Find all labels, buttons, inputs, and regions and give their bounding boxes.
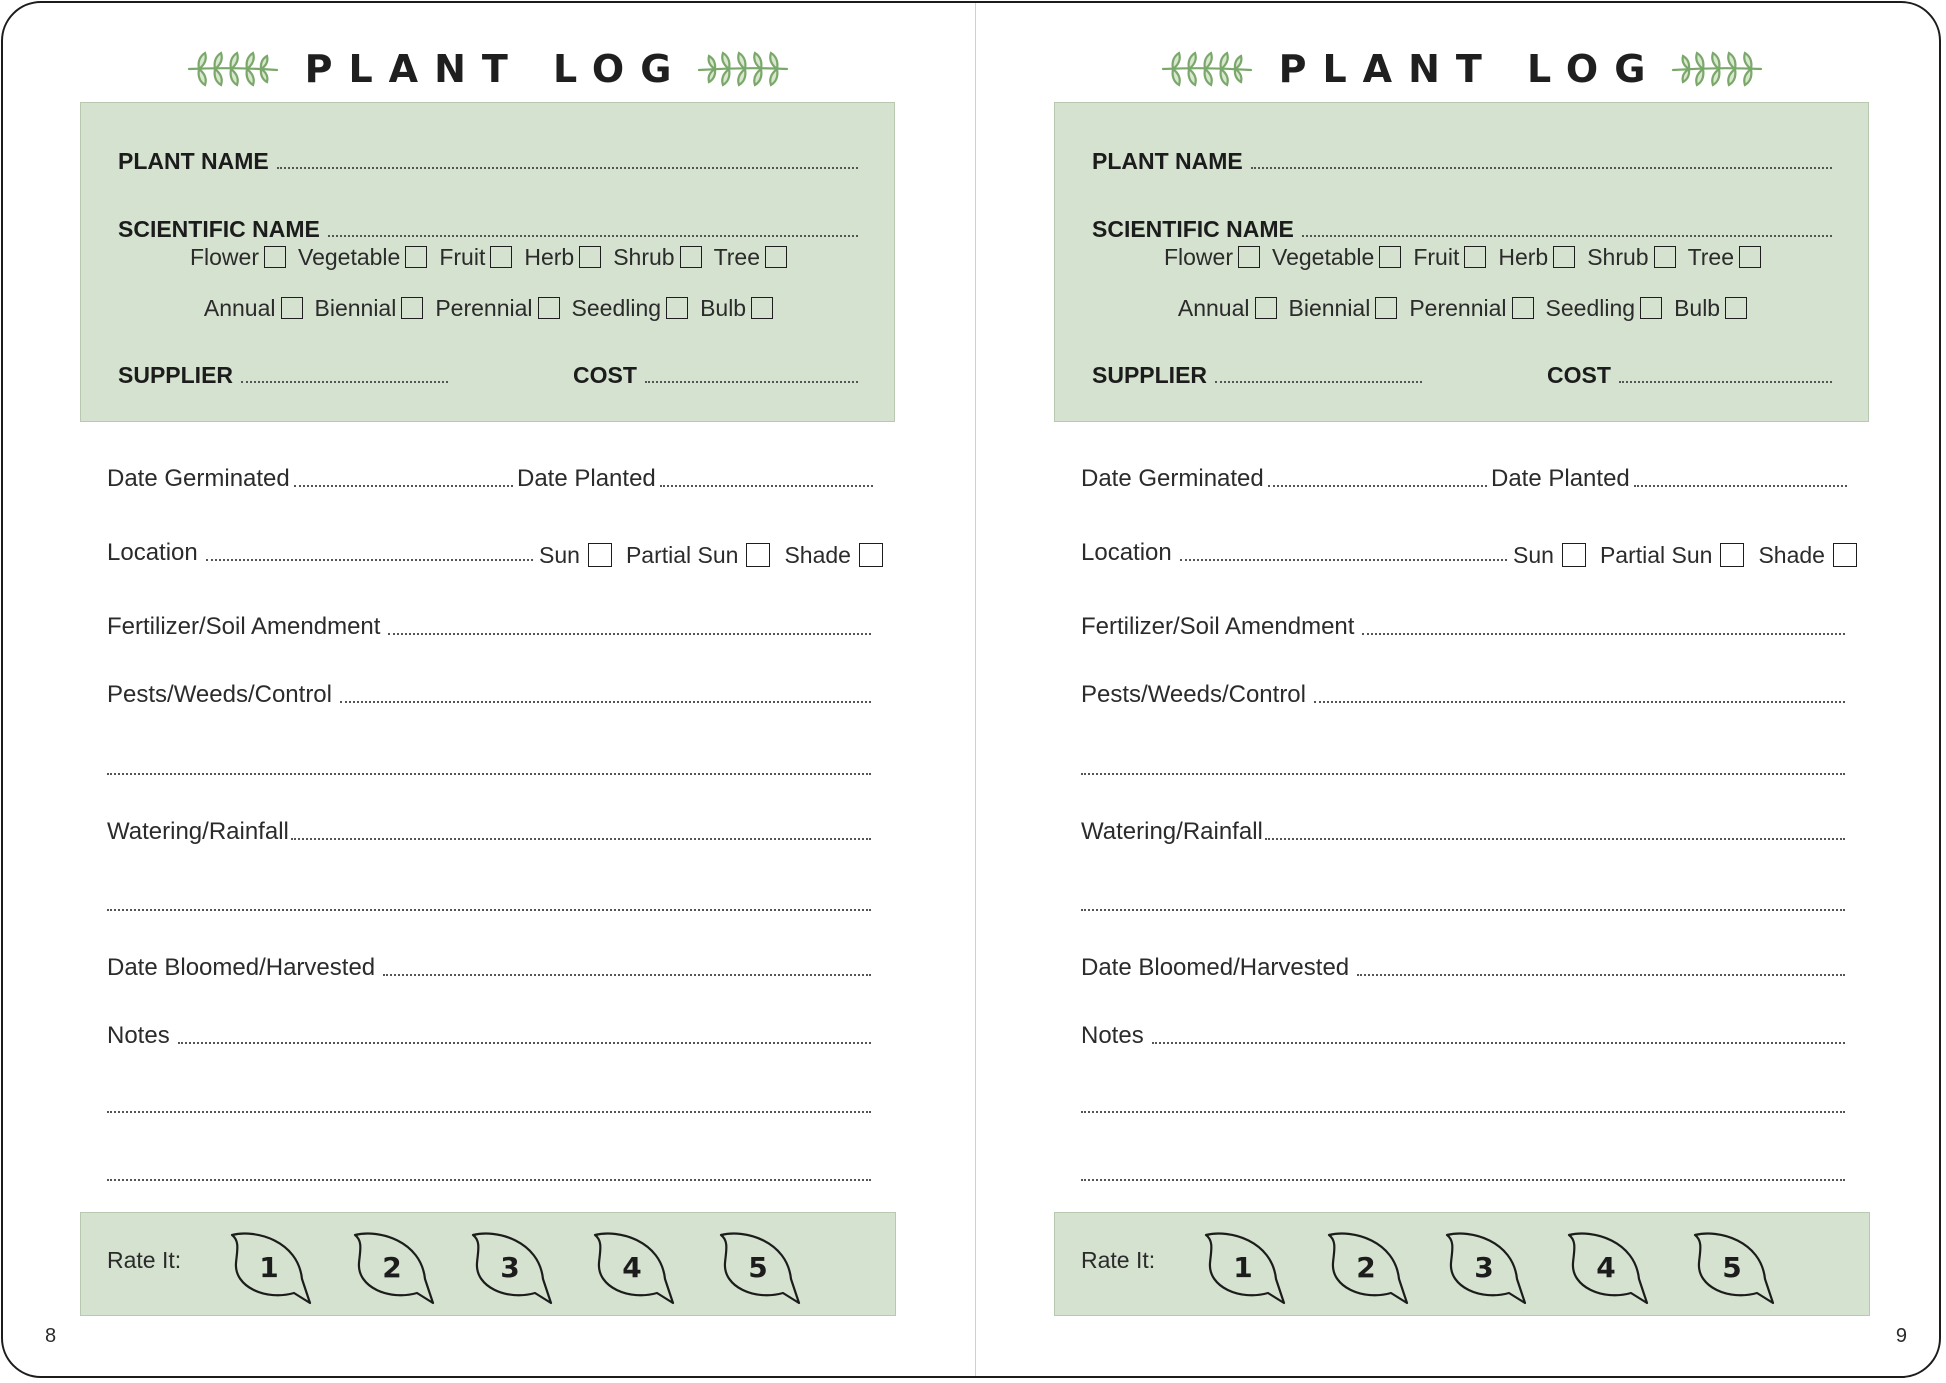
fertilizer-label: Fertilizer/Soil Amendment bbox=[107, 613, 381, 640]
type-option-label: Fruit bbox=[1413, 243, 1460, 270]
type-option-label: Shrub bbox=[1587, 243, 1649, 270]
notes-field[interactable] bbox=[1081, 1022, 1845, 1050]
plant-name-line[interactable] bbox=[277, 166, 858, 169]
rating-number: 2 bbox=[382, 1251, 402, 1284]
checkbox-icon[interactable] bbox=[1553, 246, 1575, 268]
fertilizer-field[interactable] bbox=[107, 613, 871, 641]
rating-leaf-1[interactable] bbox=[1200, 1231, 1290, 1307]
location-field[interactable] bbox=[1081, 539, 1507, 567]
cost-label: COST bbox=[573, 362, 637, 388]
checkbox-icon[interactable] bbox=[1464, 246, 1486, 268]
checkbox-icon[interactable] bbox=[1238, 246, 1260, 268]
cost-line[interactable] bbox=[1619, 380, 1832, 383]
blank-writing-line[interactable] bbox=[1081, 773, 1845, 775]
supplier-field[interactable] bbox=[1092, 362, 1422, 389]
lifecycle-option-seedling[interactable] bbox=[1546, 295, 1663, 322]
book-spine bbox=[975, 3, 976, 1376]
page-number: 9 bbox=[1895, 1325, 1907, 1347]
rating-number: 3 bbox=[500, 1251, 520, 1284]
checkbox-icon[interactable] bbox=[746, 543, 770, 567]
blank-writing-line[interactable] bbox=[107, 773, 871, 775]
type-option-flower[interactable] bbox=[1164, 244, 1260, 271]
date-bloomed-label: Date Bloomed/Harvested bbox=[107, 954, 376, 981]
sun-option-shade[interactable] bbox=[1758, 542, 1857, 569]
rate-it-label: Rate It: bbox=[107, 1247, 182, 1273]
sun-option-sun[interactable] bbox=[539, 542, 612, 569]
type-option-fruit[interactable] bbox=[1413, 244, 1486, 271]
watering-label: Watering/Rainfall bbox=[107, 818, 289, 845]
notes-line[interactable] bbox=[178, 1041, 871, 1044]
type-option-label: Fruit bbox=[439, 243, 486, 270]
scientific-name-label: SCIENTIFIC NAME bbox=[1092, 216, 1294, 242]
location-label: Location bbox=[107, 539, 198, 566]
checkbox-icon[interactable] bbox=[405, 246, 427, 268]
rate-it-label: Rate It: bbox=[1081, 1247, 1156, 1273]
type-option-label: Flower bbox=[1163, 243, 1233, 270]
plant-name-field[interactable] bbox=[1092, 148, 1832, 175]
rating-number: 1 bbox=[1233, 1251, 1253, 1284]
sun-option-partial-sun[interactable] bbox=[626, 542, 771, 569]
checkbox-icon[interactable] bbox=[490, 246, 512, 268]
plant-type-options bbox=[1055, 237, 1870, 277]
blank-writing-line[interactable] bbox=[1081, 909, 1845, 911]
blank-writing-line[interactable] bbox=[107, 1179, 871, 1181]
rating-leaf-2[interactable] bbox=[349, 1231, 439, 1307]
sun-exposure-options bbox=[525, 539, 883, 571]
date-planted-label: Date Planted bbox=[1491, 465, 1630, 492]
checkbox-icon[interactable] bbox=[1562, 543, 1586, 567]
sun-option-label: Partial Sun bbox=[1599, 541, 1713, 568]
supplier-line[interactable] bbox=[1215, 380, 1422, 383]
rating-number: 5 bbox=[748, 1251, 768, 1284]
watering-line[interactable] bbox=[1265, 837, 1845, 840]
location-field[interactable] bbox=[107, 539, 533, 567]
type-option-label: Tree bbox=[1687, 243, 1735, 270]
watering-field[interactable] bbox=[1081, 818, 1845, 846]
rating-leaf-5[interactable] bbox=[715, 1231, 805, 1307]
checkbox-icon[interactable] bbox=[666, 297, 688, 319]
fertilizer-line[interactable] bbox=[388, 632, 871, 635]
plant-name-line[interactable] bbox=[1251, 166, 1832, 169]
location-line[interactable] bbox=[1180, 558, 1507, 561]
rating-number: 1 bbox=[259, 1251, 279, 1284]
type-option-shrub[interactable] bbox=[613, 244, 701, 271]
planner-spread bbox=[1, 1, 1941, 1378]
type-option-shrub[interactable] bbox=[1587, 244, 1675, 271]
checkbox-icon[interactable] bbox=[1512, 297, 1534, 319]
date-germinated-field[interactable] bbox=[107, 465, 513, 493]
leaf-sprig-icon bbox=[1159, 49, 1255, 89]
sun-option-sun[interactable] bbox=[1513, 542, 1586, 569]
rating-number: 4 bbox=[622, 1251, 642, 1284]
type-option-herb[interactable] bbox=[1498, 244, 1575, 271]
rating-leaf-3[interactable] bbox=[467, 1231, 557, 1307]
lifecycle-option-label: Perennial bbox=[1409, 294, 1507, 321]
title-row bbox=[977, 41, 1941, 97]
type-option-flower[interactable] bbox=[190, 244, 286, 271]
checkbox-icon[interactable] bbox=[1833, 543, 1857, 567]
lifecycle-option-bulb[interactable] bbox=[1674, 295, 1747, 322]
pests-field[interactable] bbox=[1081, 681, 1845, 709]
supplier-label: SUPPLIER bbox=[1092, 362, 1208, 388]
location-line[interactable] bbox=[206, 558, 533, 561]
type-option-tree[interactable] bbox=[1688, 244, 1761, 271]
checkbox-icon[interactable] bbox=[401, 297, 423, 319]
rating-leaf-2[interactable] bbox=[1323, 1231, 1413, 1307]
rating-panel bbox=[80, 1212, 896, 1316]
rating-number: 4 bbox=[1596, 1251, 1616, 1284]
type-option-label: Tree bbox=[713, 243, 761, 270]
date-germinated-line[interactable] bbox=[1268, 484, 1487, 487]
location-label: Location bbox=[1081, 539, 1172, 566]
page-title: PLANT LOG bbox=[304, 47, 688, 91]
plant-name-label: PLANT NAME bbox=[1092, 148, 1243, 174]
lifecycle-option-bulb[interactable] bbox=[700, 295, 773, 322]
watering-label: Watering/Rainfall bbox=[1081, 818, 1263, 845]
rating-number: 3 bbox=[1474, 1251, 1494, 1284]
lifecycle-option-perennial[interactable] bbox=[435, 295, 559, 322]
pests-label: Pests/Weeds/Control bbox=[1081, 681, 1306, 708]
pests-field[interactable] bbox=[107, 681, 871, 709]
checkbox-icon[interactable] bbox=[1739, 246, 1761, 268]
type-option-herb[interactable] bbox=[524, 244, 601, 271]
plant-info-panel bbox=[1054, 102, 1869, 422]
plant-name-label: PLANT NAME bbox=[118, 148, 269, 174]
notes-field[interactable] bbox=[107, 1022, 871, 1050]
checkbox-icon[interactable] bbox=[1255, 297, 1277, 319]
blank-writing-line[interactable] bbox=[107, 909, 871, 911]
cost-field[interactable] bbox=[1547, 362, 1832, 389]
sun-option-label: Sun bbox=[1513, 541, 1554, 568]
type-option-label: Flower bbox=[189, 243, 259, 270]
sun-option-label: Sun bbox=[539, 541, 580, 568]
sun-option-shade[interactable] bbox=[784, 542, 883, 569]
lifecycle-options bbox=[81, 288, 896, 328]
date-planted-line[interactable] bbox=[1634, 484, 1847, 487]
plant-type-options bbox=[81, 237, 896, 277]
lifecycle-option-annual[interactable] bbox=[204, 295, 303, 322]
notes-line[interactable] bbox=[1152, 1041, 1845, 1044]
lifecycle-option-label: Seedling bbox=[571, 294, 662, 321]
sun-option-label: Shade bbox=[784, 541, 851, 568]
type-option-tree[interactable] bbox=[714, 244, 787, 271]
blank-writing-line[interactable] bbox=[1081, 1111, 1845, 1113]
rating-number: 2 bbox=[1356, 1251, 1376, 1284]
pests-label: Pests/Weeds/Control bbox=[107, 681, 332, 708]
checkbox-icon[interactable] bbox=[859, 543, 883, 567]
watering-line[interactable] bbox=[291, 837, 871, 840]
lifecycle-option-label: Biennial bbox=[314, 294, 397, 321]
checkbox-icon[interactable] bbox=[765, 246, 787, 268]
date-bloomed-label: Date Bloomed/Harvested bbox=[1081, 954, 1350, 981]
lifecycle-option-label: Bulb bbox=[1674, 294, 1721, 321]
checkbox-icon[interactable] bbox=[751, 297, 773, 319]
notes-label: Notes bbox=[1081, 1022, 1144, 1049]
checkbox-icon[interactable] bbox=[1640, 297, 1662, 319]
page-right bbox=[977, 3, 1941, 1378]
lifecycle-option-biennial[interactable] bbox=[1289, 295, 1398, 322]
date-planted-line[interactable] bbox=[660, 484, 873, 487]
checkbox-icon[interactable] bbox=[1720, 543, 1744, 567]
lifecycle-option-label: Annual bbox=[1177, 294, 1250, 321]
lifecycle-option-label: Biennial bbox=[1288, 294, 1371, 321]
leaf-sprig-icon bbox=[1669, 49, 1765, 89]
checkbox-icon[interactable] bbox=[1379, 246, 1401, 268]
lifecycle-option-seedling[interactable] bbox=[572, 295, 689, 322]
type-option-label: Vegetable bbox=[298, 243, 401, 270]
watering-field[interactable] bbox=[107, 818, 871, 846]
lifecycle-options bbox=[1055, 288, 1870, 328]
rating-leaf-3[interactable] bbox=[1441, 1231, 1531, 1307]
rating-leaf-5[interactable] bbox=[1689, 1231, 1779, 1307]
sun-option-partial-sun[interactable] bbox=[1600, 542, 1745, 569]
checkbox-icon[interactable] bbox=[538, 297, 560, 319]
lifecycle-option-label: Seedling bbox=[1545, 294, 1636, 321]
lifecycle-option-label: Annual bbox=[203, 294, 276, 321]
supplier-label: SUPPLIER bbox=[118, 362, 234, 388]
fertilizer-label: Fertilizer/Soil Amendment bbox=[1081, 613, 1355, 640]
lifecycle-option-label: Perennial bbox=[435, 294, 533, 321]
rating-number: 5 bbox=[1722, 1251, 1742, 1284]
checkbox-icon[interactable] bbox=[1375, 297, 1397, 319]
checkbox-icon[interactable] bbox=[1725, 297, 1747, 319]
type-option-fruit[interactable] bbox=[439, 244, 512, 271]
type-option-label: Vegetable bbox=[1272, 243, 1375, 270]
sun-option-label: Partial Sun bbox=[625, 541, 739, 568]
rating-panel bbox=[1054, 1212, 1870, 1316]
type-option-vegetable[interactable] bbox=[1272, 244, 1401, 271]
scientific-name-label: SCIENTIFIC NAME bbox=[118, 216, 320, 242]
date-germinated-line[interactable] bbox=[294, 484, 513, 487]
type-option-label: Herb bbox=[1498, 243, 1549, 270]
cost-field[interactable] bbox=[573, 362, 858, 389]
notes-label: Notes bbox=[107, 1022, 170, 1049]
leaf-sprig-icon bbox=[185, 49, 281, 89]
date-germinated-label: Date Germinated bbox=[107, 465, 290, 492]
cost-line[interactable] bbox=[645, 380, 858, 383]
checkbox-icon[interactable] bbox=[264, 246, 286, 268]
page-number: 8 bbox=[45, 1325, 57, 1347]
type-option-vegetable[interactable] bbox=[298, 244, 427, 271]
date-germinated-field[interactable] bbox=[1081, 465, 1487, 493]
rating-leaf-4[interactable] bbox=[589, 1231, 679, 1307]
fertilizer-line[interactable] bbox=[1362, 632, 1845, 635]
date-bloomed-line[interactable] bbox=[383, 973, 871, 976]
lifecycle-option-annual[interactable] bbox=[1178, 295, 1277, 322]
checkbox-icon[interactable] bbox=[680, 246, 702, 268]
rating-leaf-1[interactable] bbox=[226, 1231, 316, 1307]
supplier-line[interactable] bbox=[241, 380, 448, 383]
lifecycle-option-perennial[interactable] bbox=[1409, 295, 1533, 322]
page-left bbox=[3, 3, 973, 1378]
checkbox-icon[interactable] bbox=[579, 246, 601, 268]
leaf-sprig-icon bbox=[695, 49, 791, 89]
title-row bbox=[3, 41, 973, 97]
lifecycle-option-label: Bulb bbox=[700, 294, 747, 321]
blank-writing-line[interactable] bbox=[107, 1111, 871, 1113]
rating-leaf-4[interactable] bbox=[1563, 1231, 1653, 1307]
plant-info-panel bbox=[80, 102, 895, 422]
pests-line[interactable] bbox=[1314, 700, 1845, 703]
date-bloomed-field[interactable] bbox=[1081, 954, 1845, 982]
fertilizer-field[interactable] bbox=[1081, 613, 1845, 641]
plant-name-field[interactable] bbox=[118, 148, 858, 175]
type-option-label: Shrub bbox=[613, 243, 675, 270]
cost-label: COST bbox=[1547, 362, 1611, 388]
page-title: PLANT LOG bbox=[1278, 47, 1662, 91]
checkbox-icon[interactable] bbox=[1654, 246, 1676, 268]
date-germinated-label: Date Germinated bbox=[1081, 465, 1264, 492]
date-bloomed-field[interactable] bbox=[107, 954, 871, 982]
lifecycle-option-biennial[interactable] bbox=[315, 295, 424, 322]
date-planted-field[interactable] bbox=[517, 465, 873, 493]
date-bloomed-line[interactable] bbox=[1357, 973, 1845, 976]
sun-exposure-options bbox=[1499, 539, 1857, 571]
date-planted-field[interactable] bbox=[1491, 465, 1847, 493]
pests-line[interactable] bbox=[340, 700, 871, 703]
sun-option-label: Shade bbox=[1758, 541, 1825, 568]
checkbox-icon[interactable] bbox=[588, 543, 612, 567]
checkbox-icon[interactable] bbox=[281, 297, 303, 319]
date-planted-label: Date Planted bbox=[517, 465, 656, 492]
supplier-field[interactable] bbox=[118, 362, 448, 389]
type-option-label: Herb bbox=[524, 243, 575, 270]
blank-writing-line[interactable] bbox=[1081, 1179, 1845, 1181]
